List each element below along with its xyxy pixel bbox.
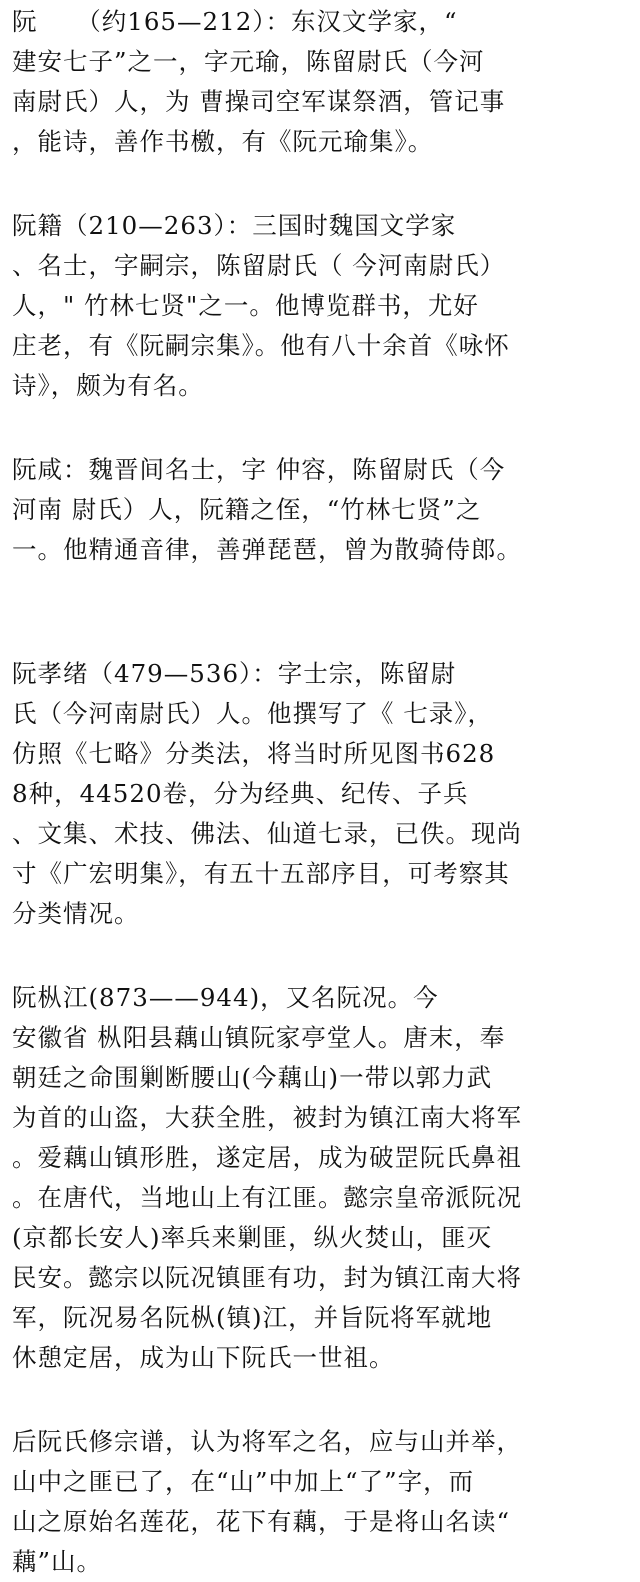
text-line: 藕”山。 [12,1547,103,1576]
text-line: 分类情况。 [12,899,140,928]
paragraph-ruan-xian [12,450,636,570]
text-line: 南尉氏）人，为 曹操司空军谋祭酒，管记事 [12,87,506,116]
text-line: 。在唐代，当地山上有江匪。懿宗皇帝派阮况 [12,1183,522,1212]
text-line: 阮孝绪（479—536）：字士宗，陈留尉 [12,659,457,688]
paragraph-spacer [12,934,636,978]
text-line: 阮籍（210—263）：三国时魏国文学家 [12,211,457,240]
paragraph-ruan-ji [12,206,636,406]
text-line: 。爱藕山镇形胜，遂定居，成为破罡阮氏鼻祖 [12,1143,522,1172]
text-line: 、文集、术技、佛法、仙道七录，已佚。现尚 [12,819,522,848]
text-line: 寸《广宏明集》，有五十五部序目，可考察其 [12,859,510,888]
text-line: 8种，44520卷，分为经典、纪传、子兵 [12,779,469,808]
text-line: 朝廷之命围剿断腰山(今藕山)一带以郭力武 [12,1063,493,1092]
paragraph-spacer [12,1378,636,1422]
paragraph-spacer [12,406,636,450]
text-line: ，能诗，善作书檄，有《阮元瑜集》。 [12,127,434,156]
text-line: 仿照《七略》分类法，将当时所见图书628 [12,739,496,768]
paragraph-genealogy [12,1422,636,1582]
text-line: (京都长安人)率兵来剿匪，纵火焚山，匪灭 [12,1223,493,1252]
text-line: 氏（今河南尉氏）人。他撰写了《 七录》， [12,699,494,728]
text-line: 阮咸：魏晋间名士，字 仲容，陈留尉氏（今 [12,455,506,484]
text-line: 山中之匪已了，在“山”中加上“了”字，而 [12,1467,475,1496]
text-line: 安徽省 枞阳县藕山镇阮家亭堂人。唐末，奉 [12,1023,506,1052]
text-line: 阮枞江(873——944)，又名阮况。今 [12,983,439,1012]
text-line: 山之原始名莲花，花下有藕，于是将山名读“ [12,1507,511,1536]
text-line: 阮 （约165—212）：东汉文学家，“ [12,7,458,36]
paragraph-spacer [12,570,636,654]
paragraph-ruan-yu [12,2,636,162]
text-line: 为首的山盗，大获全胜，被封为镇江南大将军 [12,1103,522,1132]
paragraph-spacer [12,162,636,206]
text-line: 人，" 竹林七贤"之一。他博览群书，尤好 [12,291,479,320]
text-line: 诗》，颇为有名。 [12,371,204,400]
text-line: 河南 尉氏）人，阮籍之侄，“竹林七贤”之 [12,495,482,524]
text-line: 后阮氏修宗谱，认为将军之名，应与山并举， [12,1427,522,1456]
text-line: 民安。懿宗以阮况镇匪有功，封为镇江南大将 [12,1263,522,1292]
text-line: 军，阮况易名阮枞(镇)江，并旨阮将军就地 [12,1303,493,1332]
paragraph-ruan-zongjiang [12,978,636,1378]
paragraph-ruan-xiaoxu [12,654,636,934]
text-line: 庄老，有《阮嗣宗集》。他有八十余首《咏怀 [12,331,510,360]
text-line: 一。他精通音律，善弹琵琶，曾为散骑侍郎。 [12,535,522,564]
text-line: 休憩定居，成为山下阮氏一世祖。 [12,1343,395,1372]
text-line: 建安七子”之一，字元瑜，陈留尉氏（今河 [12,47,485,76]
text-line: 、名士，字嗣宗，陈留尉氏（ 今河南尉氏） [12,251,506,280]
